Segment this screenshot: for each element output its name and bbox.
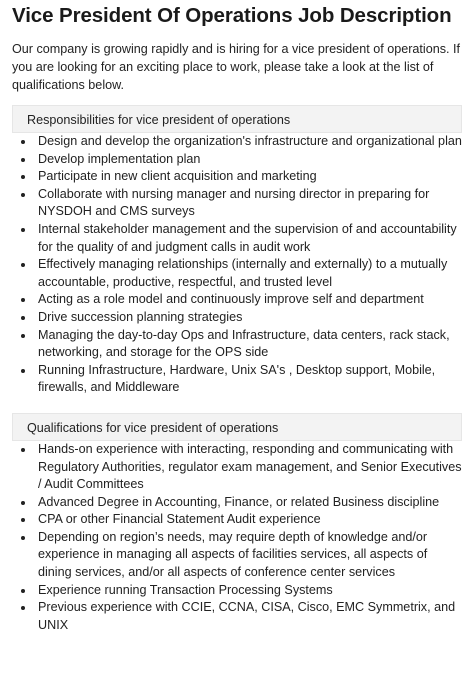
qualifications-heading: Qualifications for vice president of operations <box>27 420 279 435</box>
list-item: Hands-on experience with interacting, responding and communicating with Regulatory Authorities, regulator exam management, and Senior Executives / Audit Committees <box>38 441 462 494</box>
list-item: Running Infrastructure, Hardware, Unix SA's , Desktop support, Mobile, firewalls, and Middleware <box>38 362 462 397</box>
responsibilities-list <box>12 133 462 397</box>
list-item: Experience running Transaction Processing Systems <box>38 582 462 600</box>
intro-paragraph: Our company is growing rapidly and is hiring for a vice president of operations. If you are looking for an exciting place to work, please take a look at the list of qualifications below. <box>12 42 461 92</box>
responsibilities-section-header <box>12 105 462 133</box>
list-item: Develop implementation plan <box>38 151 462 169</box>
list-item: Collaborate with nursing manager and nursing director in preparing for NYSDOH and CMS surveys <box>38 186 462 221</box>
list-item: Drive succession planning strategies <box>38 309 462 327</box>
list-item: Previous experience with CCIE, CCNA, CISA, Cisco, EMC Symmetrix, and UNIX <box>38 599 462 634</box>
qualifications-section-header <box>12 413 462 441</box>
list-item: CPA or other Financial Statement Audit experience <box>38 511 462 529</box>
list-item: Advanced Degree in Accounting, Finance, or related Business discipline <box>38 494 462 512</box>
page-title: Vice President Of Operations Job Description <box>12 4 452 27</box>
list-item: Depending on region’s needs, may require depth of knowledge and/or experience in managing all aspects of facilities services, all aspects of dining services, and/or all aspects of conference center services <box>38 529 462 582</box>
list-item: Internal stakeholder management and the supervision of and accountability for the quality of and judgment calls in audit work <box>38 221 462 256</box>
list-item: Managing the day-to-day Ops and Infrastructure, data centers, rack stack, networking, and storage for the OPS side <box>38 327 462 362</box>
list-item: Design and develop the organization's infrastructure and organizational plan <box>38 133 462 151</box>
qualifications-list <box>12 441 462 635</box>
list-item: Effectively managing relationships (internally and externally) to a mutually accountable, productive, respectful, and trusted level <box>38 256 462 291</box>
list-item: Acting as a role model and continuously improve self and department <box>38 291 462 309</box>
list-item: Participate in new client acquisition and marketing <box>38 168 462 186</box>
responsibilities-heading: Responsibilities for vice president of operations <box>27 113 291 127</box>
